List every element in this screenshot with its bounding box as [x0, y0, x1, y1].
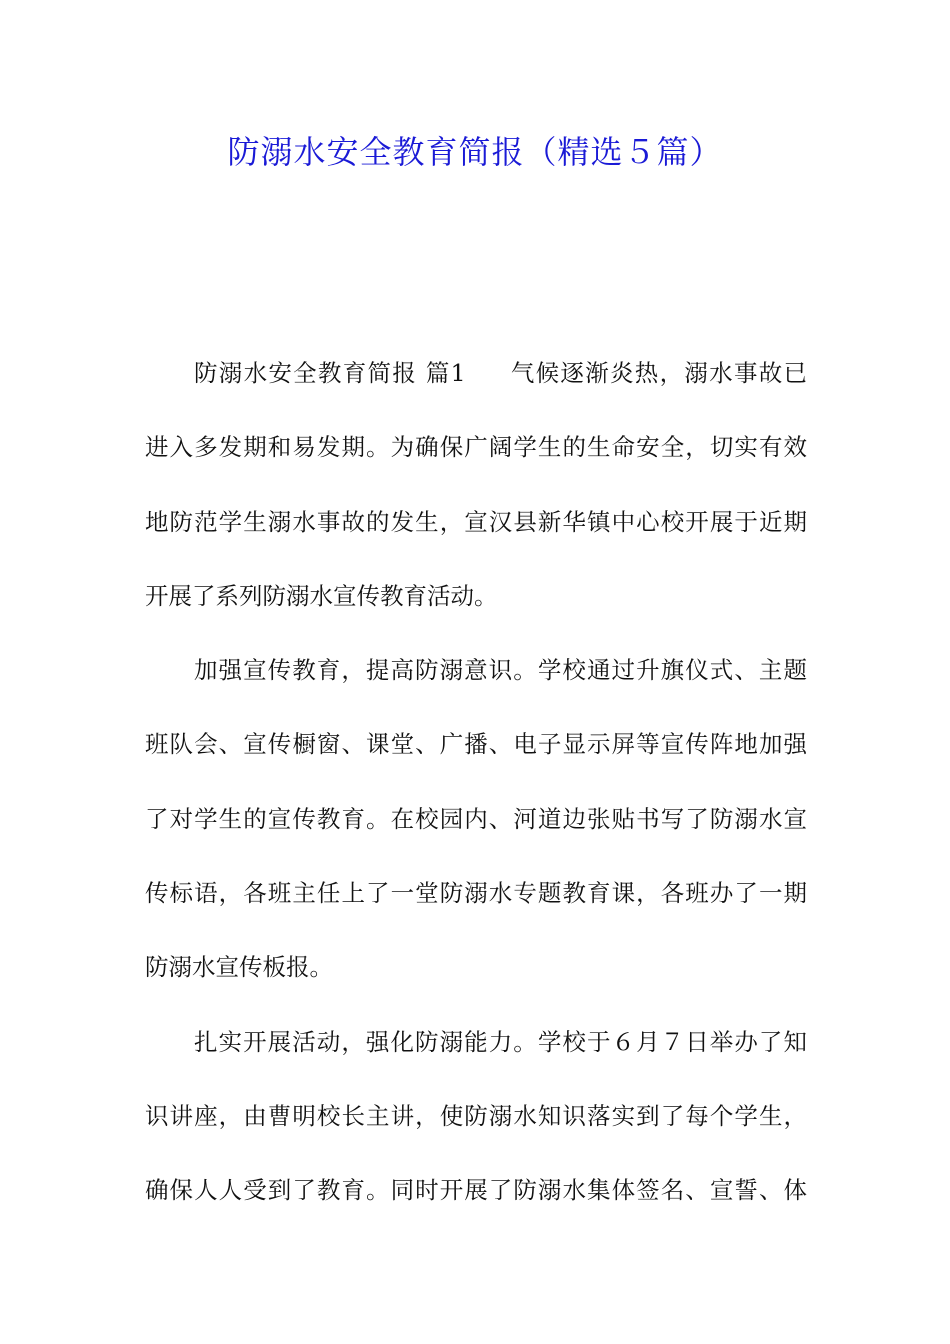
paragraph-2-line-3: 了对学生的宣传教育。在校园内、河道边张贴书写了防溺水宣 — [145, 804, 807, 833]
paragraph-3-line-3: 确保人人受到了教育。同时开展了防溺水集体签名、宣誓、体 — [145, 1176, 807, 1205]
paragraph-3-line-2: 识讲座，由曹明校长主讲，使防溺水知识落实到了每个学生， — [145, 1101, 807, 1130]
paragraph-2-line-1: 加强宣传教育，提高防溺意识。学校通过升旗仪式、主题 — [194, 656, 807, 685]
paragraph-2-line-5: 防溺水宣传板报。 — [145, 953, 333, 982]
paragraph-1-line-2: 进入多发期和易发期。为确保广阔学生的生命安全，切实有效 — [145, 433, 807, 462]
paragraph-1-line-1 — [145, 336, 807, 410]
paragraph-1-line-4: 开展了系列防溺水宣传教育活动。 — [145, 581, 498, 610]
document-title: 防溺水安全教育简报（精选５篇） — [227, 133, 723, 171]
paragraph-3-line-1: 扎实开展活动，强化防溺能力。学校于６月７日举办了知 — [194, 1027, 807, 1056]
paragraph-2-line-4: 传标语，各班主任上了一堂防溺水专题教育课，各班办了一期 — [145, 879, 807, 908]
paragraph-2-line-2: 班队会、宣传橱窗、课堂、广播、电子显示屏等宣传阵地加强 — [145, 730, 807, 759]
document-body — [145, 336, 807, 1228]
article-heading: 防溺水安全教育简报 篇1 — [194, 359, 466, 387]
paragraph-1-line-3: 地防范学生溺水事故的发生，宣汉县新华镇中心校开展于近期 — [145, 507, 807, 536]
paragraph-text: 气候逐渐炎热，溺水事故已 — [509, 359, 808, 387]
